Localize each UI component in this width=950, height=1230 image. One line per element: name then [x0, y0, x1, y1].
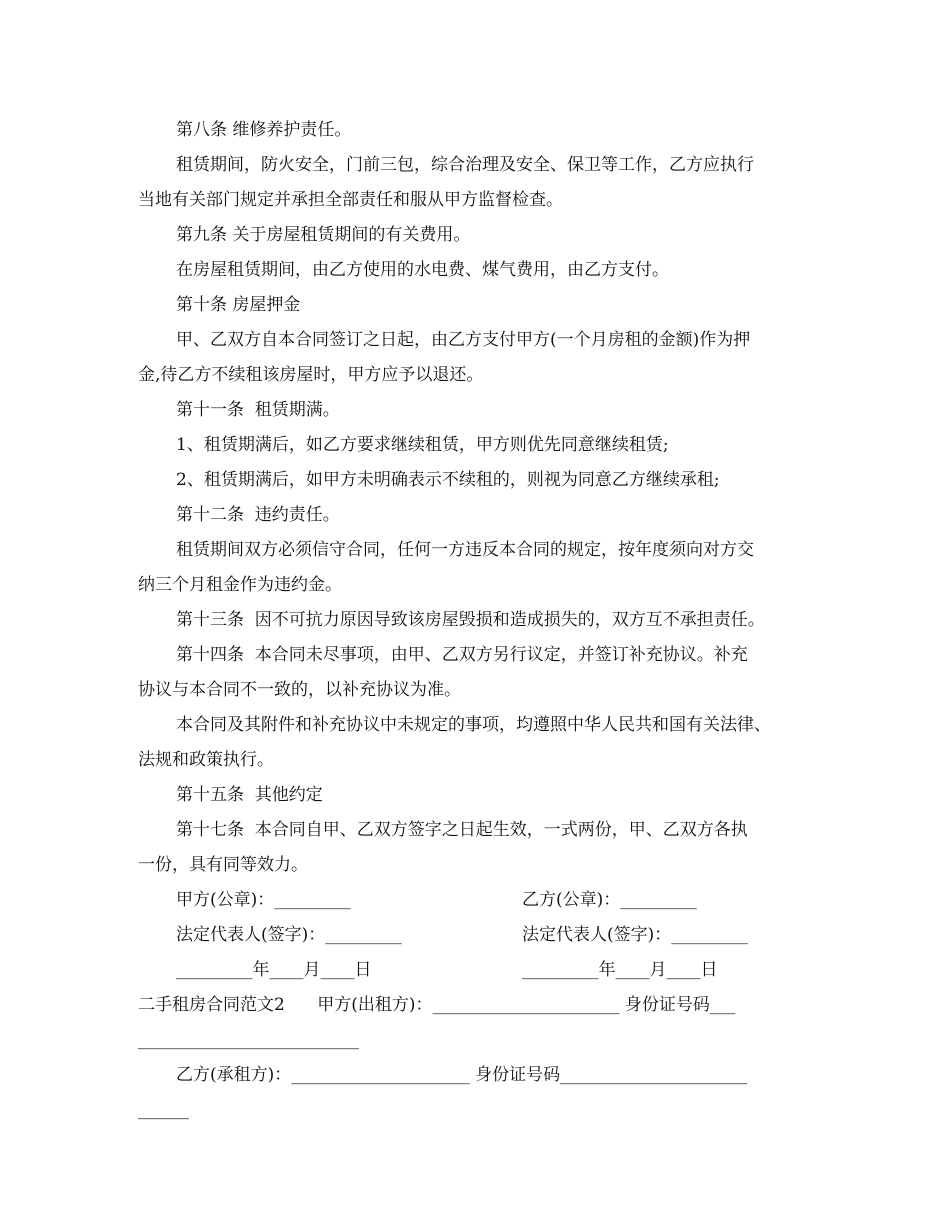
party-b-date: _________年____月____日 [522, 960, 718, 980]
article-12-title: 第十二条 违约责任。 [176, 505, 340, 525]
article-8-body-line-2: 当地有关部门规定并承担全部责任和服从甲方监督检查。 [138, 190, 563, 210]
article-9-title: 第九条 关于房屋租赁期间的有关费用。 [176, 225, 471, 245]
contract-2-lessee-continuation: ______ [138, 1100, 189, 1120]
article-10-body-line-1: 甲、乙双方自本合同签订之日起，由乙方支付甲方(一个月房租的金额)作为押 [176, 330, 751, 350]
party-a-seal: 甲方(公章)：_________ [176, 890, 351, 910]
article-11-title: 第十一条 租赁期满。 [176, 400, 340, 420]
article-11-item-1: 1、租赁期满后，如乙方要求继续租赁，甲方则优先同意继续租赁; [176, 435, 669, 455]
article-8-title: 第八条 维修养护责任。 [176, 120, 352, 140]
article-14-line-2: 协议与本合同不一致的，以补充协议为准。 [138, 680, 461, 700]
article-15-title: 第十五条 其他约定 [176, 785, 323, 805]
contract-2-id-continuation: __________________________ [138, 1030, 359, 1050]
article-8-body-line-1: 租赁期间，防火安全，门前三包，综合治理及安全、保卫等工作，乙方应执行 [176, 155, 754, 175]
article-10-title: 第十条 房屋押金 [176, 295, 301, 315]
article-10-body-line-2: 金,待乙方不续租该房屋时，甲方应予以退还。 [138, 365, 484, 385]
article-12-body-line-1: 租赁期间双方必须信守合同，任何一方违反本合同的规定，按年度须向对方交 [176, 540, 754, 560]
article-14-line-1: 第十四条 本合同未尽事项，由甲、乙双方另行议定，并签订补充协议。补充 [176, 645, 748, 665]
supplementary-clause-line-2: 法规和政策执行。 [138, 750, 274, 770]
party-a-representative: 法定代表人(签字)：_________ [176, 925, 402, 945]
party-a-date: _________年____月____日 [176, 960, 372, 980]
article-17-line-2: 一份，具有同等效力。 [138, 855, 308, 875]
supplementary-clause-line-1: 本合同及其附件和补充协议中未规定的事项，均遵照中华人民共和国有关法律、 [176, 715, 771, 735]
contract-2-heading-line: 二手租房合同范文2 甲方(出租方)：______________________ 身份证号码___ [138, 995, 736, 1015]
article-12-body-line-2: 纳三个月租金作为违约金。 [138, 575, 342, 595]
article-9-body: 在房屋租赁期间，由乙方使用的水电费、煤气费用，由乙方支付。 [176, 260, 669, 280]
article-13: 第十三条 因不可抗力原因导致该房屋毁损和造成损失的，双方互不承担责任。 [176, 610, 765, 630]
contract-2-lessee-line: 乙方(承租方)：_____________________ 身份证号码______________________ [176, 1065, 748, 1085]
party-b-representative: 法定代表人(签字)：_________ [522, 925, 748, 945]
article-11-item-2: 2、租赁期满后，如甲方未明确表示不续租的，则视为同意乙方继续承租; [176, 470, 720, 490]
article-17-line-1: 第十七条 本合同自甲、乙双方签字之日起生效，一式两份，甲、乙双方各执 [176, 820, 748, 840]
party-b-seal: 乙方(公章)：_________ [522, 890, 697, 910]
